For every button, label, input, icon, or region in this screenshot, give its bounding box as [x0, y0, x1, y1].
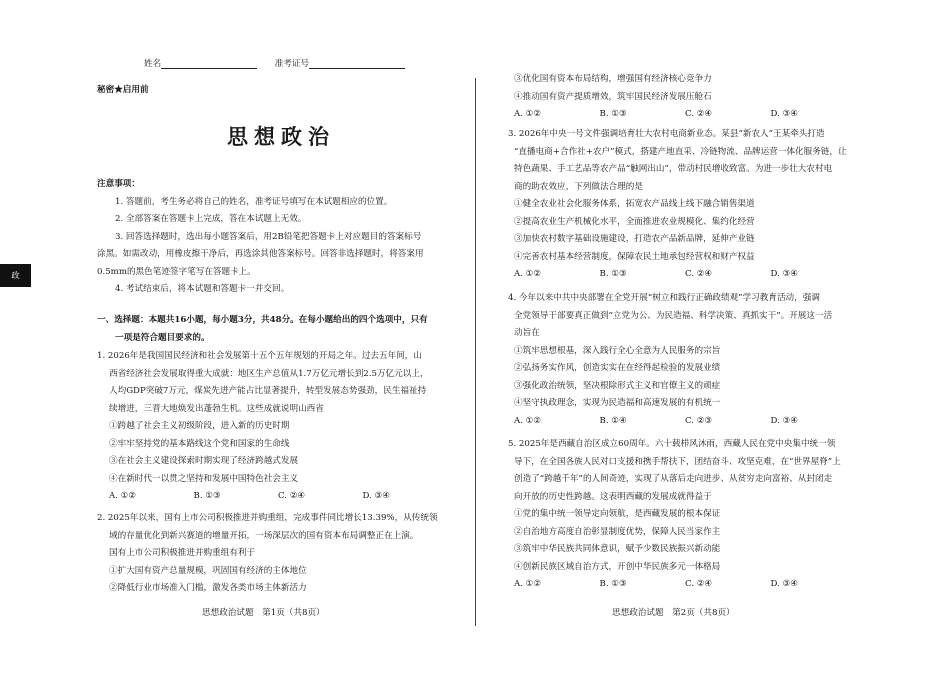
name-blank [161, 58, 257, 69]
option-line: ④完善农村基本经营制度，保障农民土地承包经营权和财产权益 [514, 251, 755, 262]
choice-a: A. ①② [514, 579, 542, 589]
choice-d: D. ③④ [770, 415, 798, 426]
choice-c: C. ②④ [685, 269, 713, 279]
question-line: 特色蔬果、手工艺品等农产品“触网出山”，带动村民增收致富。为进一步壮大农村电 [514, 164, 833, 174]
option-line: ③在社会主义建设探索时期实现了经济跨越式发展 [109, 456, 299, 466]
page-divider [475, 78, 476, 626]
question-line: 全党领导干部要真正做到“立党为公、为民造福、科学决策、真抓实干”。开展这一活 [514, 310, 833, 321]
choice-d: D. ③④ [362, 491, 390, 501]
question-3 [508, 126, 856, 284]
note-line: 3. 回答选择题时，选出每小题答案后，用2B铅笔把答题卡上对应题目的答案标号 [115, 231, 422, 242]
exam-number-blank [309, 58, 405, 69]
choice-a: A. ①② [514, 109, 542, 119]
choice-c: C. ②④ [278, 491, 306, 501]
choice-c: C. ②④ [685, 109, 713, 119]
question-line: 2. 2025年以来，国有上市公司积极推进并购重组，完成事件同比增长13.39%，从传统领 [97, 513, 438, 523]
option-line: ②自治地方高度自治彰显制度优势，保障人民当家作主 [514, 526, 721, 537]
question-line: 动旨在 [514, 328, 540, 338]
question-line: 创造了“跨越千年”的人间奇迹，实现了从落后走向进步、从贫穷走向富裕、从封闭走 [514, 474, 833, 484]
section-one-heading [97, 312, 447, 347]
option-line: ①健全农业社会化服务体系，拓宽农产品线上线下融合销售渠道 [514, 199, 755, 209]
choice-a: A. ①② [514, 269, 542, 279]
question-1 [97, 348, 447, 506]
question-line: 续增进，三晋大地焕发出蓬勃生机。这些成就说明山西省 [109, 403, 324, 414]
question-2-continued [508, 71, 856, 124]
footer-left: 思想政治试题 第1页（共8页） [202, 608, 325, 618]
secret-label: 秘密★启用前 [97, 85, 149, 95]
choice-b: B. ①③ [599, 269, 627, 279]
question-line: 4. 今年以来中共中央部署在全党开展“树立和践行正确政绩观”学习教育活动，强调 [508, 293, 820, 303]
question-line: 导下，在全国各族人民对口支援和携手帮扶下，团结奋斗、攻坚克难，在“世界屋脊”上 [514, 456, 841, 467]
answer-choices [508, 106, 856, 124]
option-line: ③优化国有资本布局结构，增强国有经济核心竞争力 [514, 74, 712, 84]
question-line: 1. 2026年是我国国民经济和社会发展第十五个五年规划的开局之年。过去五年间，山 [97, 351, 422, 361]
note-line: 4. 考试结束后，将本试题和答题卡一并交回。 [115, 284, 290, 294]
exam-number-label: 准考证号 [274, 59, 310, 69]
option-line: ③加快农村数字基础设施建设，打造农产品新品牌，延伸产业链 [514, 234, 755, 244]
answer-choices [97, 488, 447, 506]
choice-b: B. ①③ [599, 109, 627, 119]
option-line: ②提高农业生产机械化水平，全面推进农业规模化、集约化经营 [514, 216, 755, 227]
notes-heading: 注意事项： [97, 179, 140, 189]
section-line: 一、选择题：本题共16小题，每小题3分，共48分。在每小题给出的四个选项中，只有 [97, 315, 428, 325]
question-5 [508, 436, 856, 594]
option-line: ④创新民族区域自治方式，开创中华民族多元一体格局 [514, 561, 721, 572]
answer-choices [508, 576, 856, 594]
question-line: 西省经济社会发展取得重大成就：地区生产总值从1.7万亿元增长到2.5万亿元以上， [109, 368, 429, 379]
option-line: ③强化政治统领，坚决根除形式主义和官僚主义的顽症 [514, 380, 721, 391]
choice-b: B. ①③ [193, 491, 221, 501]
name-label: 姓名 [144, 59, 162, 69]
question-line: 5. 2025年是西藏自治区成立60周年。六十载栉风沐雨，西藏人民在党中央集中统一领 [508, 439, 836, 449]
question-line: 商的助农效应，下列做法合理的是 [514, 181, 643, 192]
choice-a: A. ①② [109, 491, 137, 501]
answer-choices [508, 266, 856, 284]
subject-side-tab: 政 [0, 264, 31, 287]
note-line: 2. 全部答案在答题卡上完成，答在本试题上无效。 [115, 214, 307, 224]
question-line: “直播电商+合作社+农户”模式，搭建产地直采、冷链物流、品牌运营一体化服务链，让 [514, 146, 847, 157]
option-line: ①筑牢思想根基，深入践行全心全意为人民服务的宗旨 [514, 345, 721, 356]
footer-right: 思想政治试题 第2页（共8页） [612, 608, 735, 618]
answer-choices [508, 413, 856, 431]
option-line: ④坚守执政理念，实现为民造福和高速发展的有机统一 [514, 398, 721, 408]
option-line: ②弘扬务实作风，创造实实在在经得起检验的发展业绩 [514, 363, 721, 373]
option-line: ④推动国有资产提质增效，筑牢国民经济发展压舱石 [514, 91, 712, 102]
question-4 [508, 290, 856, 430]
option-line: ②降低行业市场准入门槛，激发各类市场主体新活力 [109, 583, 307, 593]
section-line: 一项是符合题目要求的。 [115, 332, 210, 343]
question-line: 域的存量优化到新兴赛道的增量开拓，一场深层次的国有资本布局调整正在上演。 [109, 530, 419, 541]
choice-b: B. ①③ [599, 579, 627, 589]
choice-d: D. ③④ [770, 269, 798, 279]
note-line: 0.5mm的黑色笔迹签字笔写在答题卡上。 [97, 266, 256, 277]
question-line: 3. 2026年中央一号文件强调培育壮大农村电商新业态。某县“新农人”王某牵头打造 [508, 129, 825, 139]
note-line: 1. 答题前，考生务必将自己的姓名，准考证号填写在本试题相应的位置。 [115, 196, 393, 207]
notes-section [97, 176, 447, 299]
exam-header [144, 57, 405, 69]
question-line: 人均GDP突破7万元，煤炭先进产能占比显著提升，转型发展态势强劲，民生福祉持 [109, 386, 427, 396]
choice-b: B. ①④ [599, 415, 627, 426]
page-title: 思想政治 [227, 124, 335, 149]
question-line: 向开放的历史性跨越。这表明西藏的发展成就得益于 [514, 491, 712, 502]
option-line: ①跨越了社会主义初级阶段，进入新的历史时期 [109, 421, 290, 431]
option-line: ③筑牢中华民族共同体意识，赋予少数民族振兴新动能 [514, 544, 721, 554]
choice-d: D. ③④ [770, 109, 798, 119]
question-2 [97, 510, 447, 598]
note-line: 涂黑。如需改动，用橡皮擦干净后，再选涂其他答案标号。回答非选择题时，将答案用 [97, 249, 424, 259]
option-line: ①党的集中统一领导定向领航，是西藏发展的根本保证 [514, 509, 721, 519]
option-line: ①扩大国有资产总量规模，巩固国有经济的主体地位 [109, 565, 307, 576]
choice-c: C. ②③ [685, 415, 713, 426]
choice-d: D. ③④ [770, 579, 798, 589]
option-line: ④在新时代一以贯之坚持和发展中国特色社会主义 [109, 473, 299, 484]
choice-a: A. ①② [514, 415, 542, 426]
option-line: ②牢牢坚持党的基本路线这个党和国家的生命线 [109, 438, 290, 449]
choice-c: C. ②④ [685, 579, 713, 589]
question-line: 国有上市公司积极推进并购重组有利于 [109, 548, 256, 558]
